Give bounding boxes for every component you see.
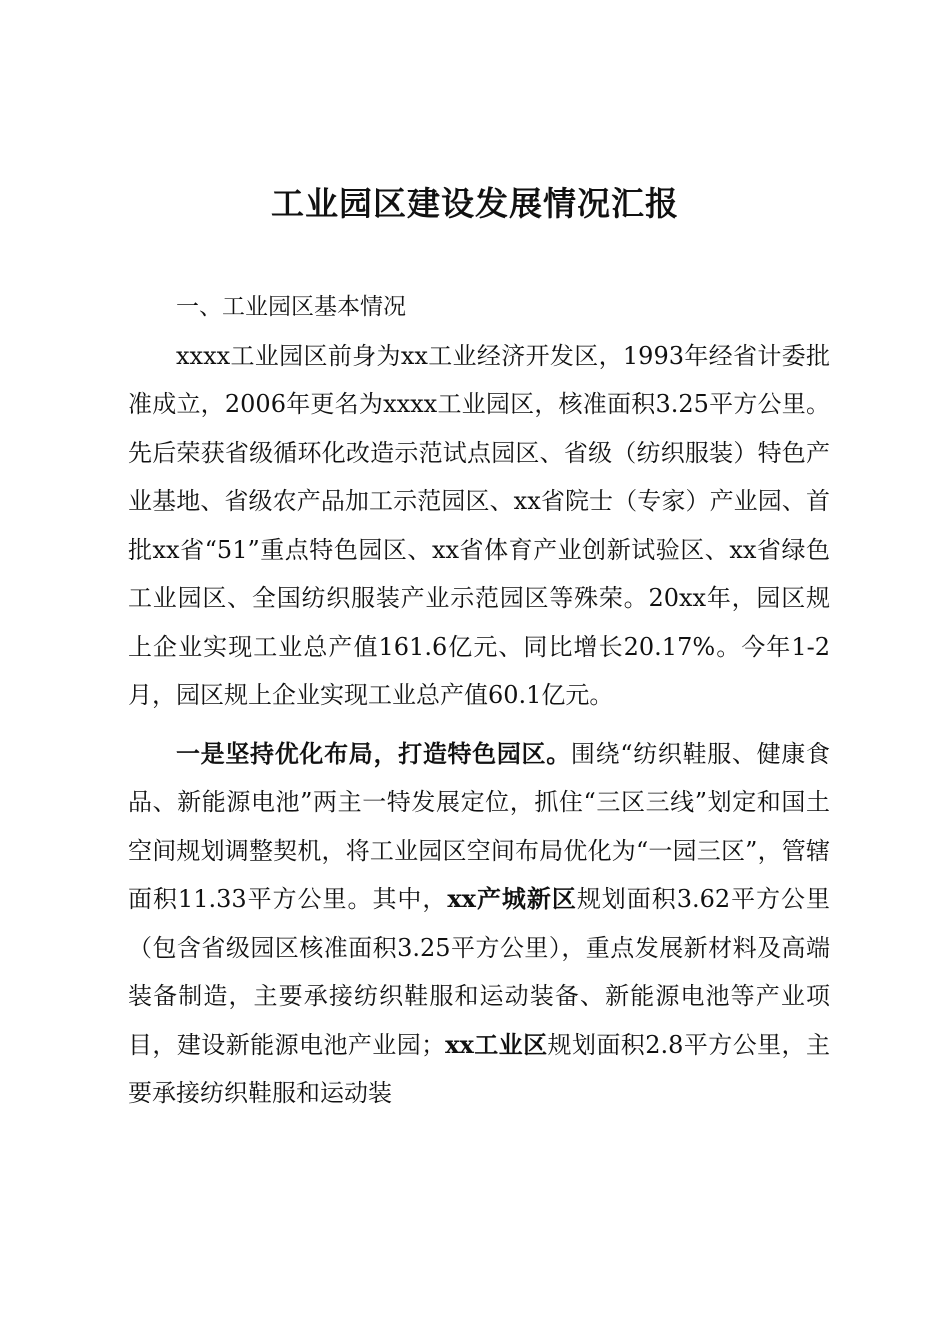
paragraph-basic-info: xxxx工业园区前身为xx工业经济开发区，1993年经省计委批准成立，2006年更名为xxxx工业园区，核准面积3.25平方公里。先后荣获省级循环化改造示范试点园区、省级（纺织服装）特色产业基地、省级农产品加工示范园区、xx省院士（专家）产业园、首批xx省“51”重点特色园区、xx省体育产业创新试验区、xx省绿色工业园区、全国纺织服装产业示范园区等殊荣。20xx年，园区规上企业实现工业总产值161.6亿元、同比增长20.17%。今年1-2月，园区规上企业实现工业总产值60.1亿元。 <box>128 341 830 709</box>
section-heading: 一、工业园区基本情况 <box>176 294 406 320</box>
paragraph-lead: 一是坚持优化布局，打造特色园区。 <box>176 739 571 768</box>
document-body <box>128 283 830 1118</box>
paragraph-layout <box>128 730 830 1118</box>
district-name-industrial-zone: xx工业区 <box>445 1029 548 1059</box>
paragraph-text: 围绕“纺织鞋服、健康食品、新能源电池”两主一特发展定位，抓住“三区三线”划定和国土空间规划调整契机，将工业园区空间布局优化为“一园三区”，管辖面积11.33平方公里。其中， <box>128 739 830 913</box>
paragraph-text: 规划面积3.62平方公里（包含省级园区核准面积3.25平方公里），重点发展新材料及高端装备制造，主要承接纺织鞋服和运动装备、新能源电池等产业项目，建设新能源电池产业园； <box>128 885 831 1059</box>
paragraph-text: 规划面积2.8平方公里，主要承接纺织鞋服和运动装 <box>128 1030 830 1107</box>
district-name-new-area: xx产城新区 <box>447 884 577 913</box>
document-title: 工业园区建设发展情况汇报 <box>271 184 679 223</box>
